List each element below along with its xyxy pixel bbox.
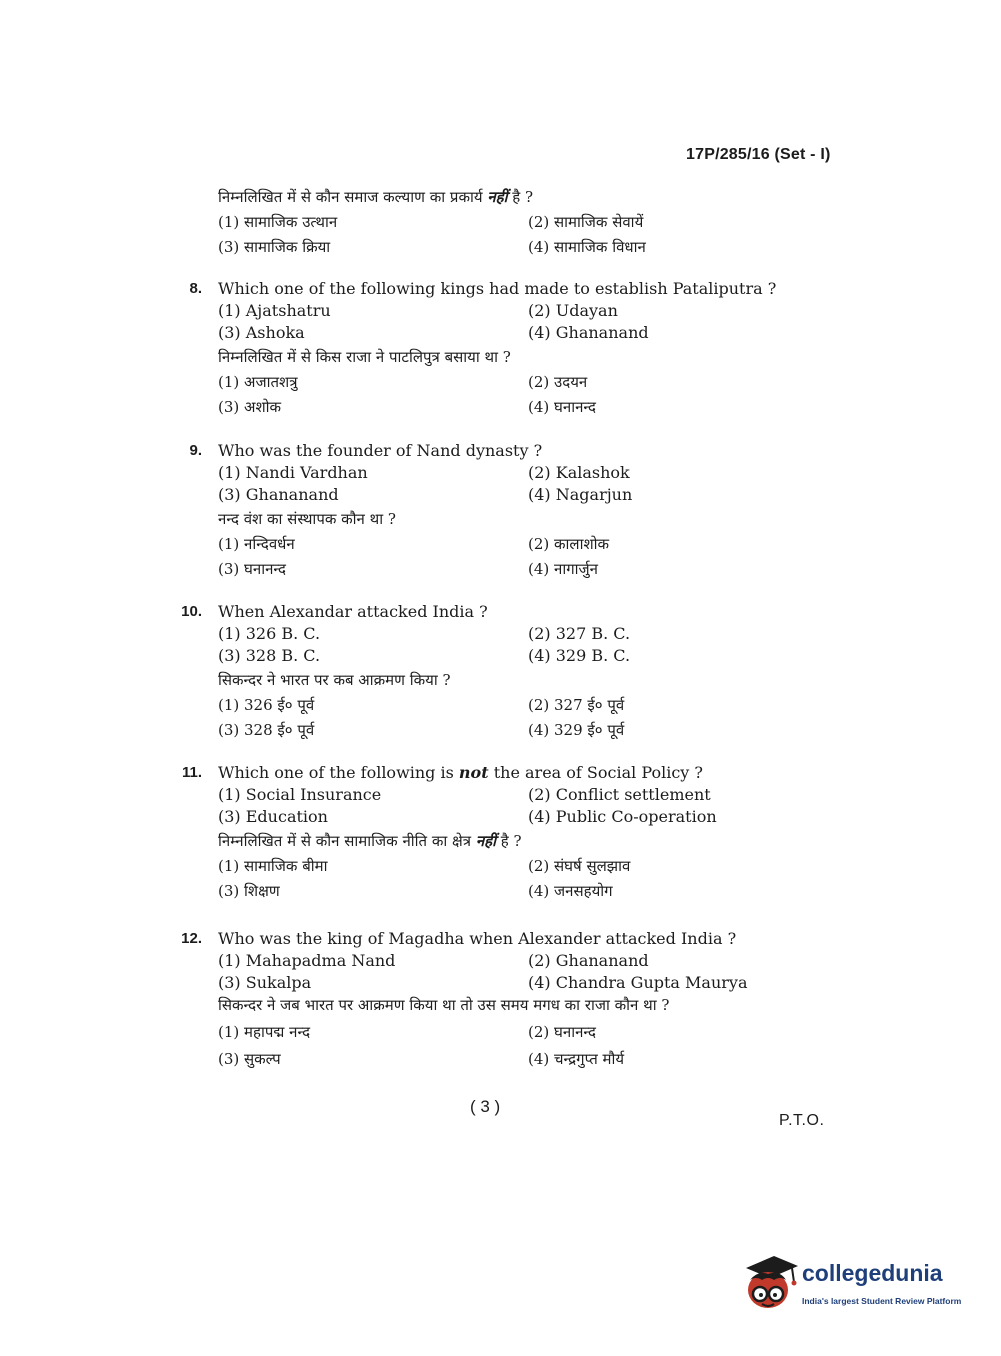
question-9 [170,440,790,580]
option-4: (4) Chandra Gupta Maurya [528,973,748,992]
option-1-hindi: (1) 326 ई० पूर्व [218,696,315,714]
question-text-hindi: निम्नलिखित में से कौन समाज कल्याण का प्रकार्य नहीं है ? [218,188,534,206]
question-10 [170,601,790,741]
option-2-hindi: (2) घनानन्द [528,1023,597,1041]
option-3-hindi: (3) शिक्षण [218,882,280,900]
option-1: (1) Nandi Vardhan [218,463,368,482]
page-number: ( 3 ) [470,1097,501,1116]
question-number: 11. [181,764,202,781]
question-7-hindi [170,186,790,258]
option-1: (1) Ajatshatru [218,301,331,320]
question-text: Which one of the following is not the area of Social Policy ? [218,763,703,782]
question-text: When Alexandar attacked India ? [218,602,488,621]
mascot-icon [740,1250,800,1314]
question-text-hindi: सिकन्दर ने भारत पर कब आक्रमण किया ? [218,671,451,689]
option-3-hindi: (3) घनानन्द [218,560,287,578]
option-3-hindi: (3) सुकल्प [218,1050,281,1068]
option-4-hindi: (4) नागार्जुन [528,560,599,578]
option-3-hindi: (3) अशोक [218,398,282,416]
option-1-hindi: (1) महापद्म नन्द [218,1023,311,1041]
pto-label: P.T.O. [779,1112,825,1129]
option-4-hindi: (4) घनानन्द [528,398,597,416]
question-text-hindi: निम्नलिखित में से कौन सामाजिक नीति का क्षेत्र नहीं है ? [218,832,522,850]
option-4-hindi: (4) जनसहयोग [528,882,613,900]
question-8 [170,278,790,418]
option-1: (1) 326 B. C. [218,624,321,643]
option-3: (3) Education [218,807,328,826]
option-4-hindi: (4) 329 ई० पूर्व [528,721,625,739]
question-12 [170,928,790,1070]
option-3: (3) Ashoka [218,323,305,342]
option-4-hindi: (4) चन्द्रगुप्त मौर्य [528,1050,625,1068]
option-4: (4) 329 B. C. [528,646,631,665]
option-3-hindi: (3) 328 ई० पूर्व [218,721,315,739]
option-1-hindi: (1) सामाजिक बीमा [218,857,328,875]
option-3: (3) 328 B. C. [218,646,321,665]
question-11 [170,762,790,902]
option-1-hindi: (1) अजातशत्रु [218,373,298,391]
option-1-hindi: (1) नन्दिवर्धन [218,535,295,553]
option-1: (1) Social Insurance [218,785,382,804]
question-text: Who was the king of Magadha when Alexander attacked India ? [218,929,737,948]
option-2: (2) Kalashok [528,463,630,482]
question-number: 9. [189,442,202,459]
option-2: (2) Conflict settlement [528,785,711,804]
option-2: (2) सामाजिक सेवायें [528,213,644,231]
question-text: Who was the founder of Nand dynasty ? [218,441,543,460]
option-2-hindi: (2) संघर्ष सुलझाव [528,857,631,875]
option-4: (4) Nagarjun [528,485,633,504]
option-3: (3) Ghananand [218,485,339,504]
logo-wordmark: collegedunia [802,1260,943,1286]
question-text-hindi: सिकन्दर ने जब भारत पर आक्रमण किया था तो उस समय मगध का राजा कौन था ? [218,996,670,1014]
option-4: (4) सामाजिक विधान [528,238,646,256]
option-3: (3) सामाजिक क्रिया [218,238,331,256]
collegedunia-logo [740,1250,972,1314]
option-2-hindi: (2) 327 ई० पूर्व [528,696,625,714]
question-text-hindi: नन्द वंश का संस्थापक कौन था ? [218,510,396,528]
option-2-hindi: (2) उदयन [528,373,588,391]
option-2: (2) Udayan [528,301,618,320]
option-1: (1) Mahapadma Nand [218,951,396,970]
option-2: (2) 327 B. C. [528,624,631,643]
question-number: 12. [181,930,202,947]
question-text-hindi: निम्नलिखित में से किस राजा ने पाटलिपुत्र बसाया था ? [218,348,511,366]
paper-code: 17P/285/16 (Set - I) [686,146,831,163]
question-text: Which one of the following kings had made to establish Pataliputra ? [218,279,777,298]
option-3: (3) Sukalpa [218,973,312,992]
question-number: 8. [189,280,202,297]
question-number: 10. [181,603,202,620]
option-2-hindi: (2) कालाशोक [528,535,610,553]
option-1: (1) सामाजिक उत्थान [218,213,338,231]
logo-tagline: India's largest Student Review Platform [802,1296,962,1306]
option-4: (4) Ghananand [528,323,649,342]
option-4: (4) Public Co-operation [528,807,717,826]
option-2: (2) Ghananand [528,951,649,970]
